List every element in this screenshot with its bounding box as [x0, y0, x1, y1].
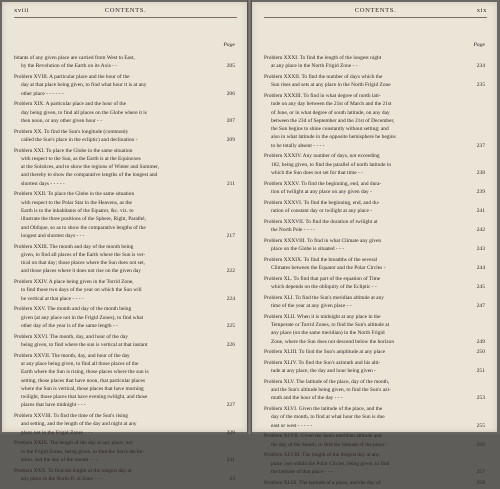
- contents-entry: [14, 128, 235, 145]
- entry-page-number: 238: [476, 170, 485, 177]
- entry-text-line: also in what latitude in the opposite hemisphere he begins: [271, 134, 396, 141]
- entry-text-line: muth and the hour of the day - - -: [271, 395, 343, 402]
- entry-text-line: shortest days - - - - -: [21, 180, 65, 187]
- entry-page-number: 257: [476, 469, 485, 475]
- entry-text-line: with respect to the Sun, as the Earth is at the Equinoxes: [21, 155, 141, 162]
- contents-entry: [14, 333, 235, 350]
- contents-entry: [264, 237, 485, 254]
- entry-text-line: Problem XXXIX. To find the breadths of the several: [264, 256, 378, 263]
- entry-page-number: 226: [226, 342, 235, 349]
- entry-page-number: 251: [476, 368, 485, 375]
- right-header-rule: [264, 17, 487, 18]
- left-page-column-label: Page: [223, 42, 235, 48]
- left-page-header: [14, 7, 237, 17]
- entry-page-number: 205: [226, 63, 235, 70]
- entry-text-line: Sun rises and sets at any place in the North Frigid Zone: [271, 82, 391, 89]
- entry-page-number: 247: [476, 302, 485, 309]
- entry-text-line: Temperate or Torrid Zones, to find the Sun's altitude at: [271, 321, 390, 328]
- contents-entry: [264, 405, 485, 430]
- left-contents-list: [14, 54, 235, 486]
- entry-text-line: by the Revolution of the Earth on its Axis - -: [21, 63, 118, 70]
- entry-text-line: Problem XXXVII. To find the duration of twilight at: [264, 218, 378, 225]
- entry-text-line: Problem XLIX. The latitude of a place, and the day of: [264, 479, 381, 486]
- entry-text-line: Problem XLVI. Given the latitude of the place, and the: [264, 406, 383, 413]
- entry-text-line: and Oblique, so as to show the comparative lengths of the: [21, 224, 146, 231]
- contents-entry: [14, 278, 235, 303]
- entry-page-number: 217: [226, 232, 235, 239]
- contents-entry: [264, 152, 485, 177]
- entry-text-line: Earth is to the inhabitants of the Equator, &c. viz. to: [21, 208, 134, 214]
- entry-text-line: Problem XIX. A particular place and the hour of the: [14, 101, 126, 108]
- entry-text-line: tude at any place, the day and hour being given -: [271, 368, 376, 375]
- entry-text-line: then noon, or any other given hour - -: [21, 117, 102, 124]
- entry-text-line: Problem XXV. The month and day of the month being: [14, 306, 132, 313]
- right-page-column-label: Page: [473, 42, 485, 48]
- entry-text-line: place on the Globe is situated - - -: [271, 245, 345, 252]
- entry-text-line: Climates between the Equator and the Polar Circles -: [271, 264, 386, 271]
- right-contents-list: [264, 54, 485, 489]
- contents-entry: [264, 479, 485, 487]
- entry-text-line: Problem XL. To find that part of the equation of Time: [264, 275, 381, 282]
- entry-text-line: Problem XXVII. The month, day, and hour of the day: [14, 352, 130, 359]
- contents-entry: [264, 199, 485, 216]
- entry-text-line: tical on that day; those places where the Sun does not set,: [21, 260, 145, 267]
- entry-text-line: at any place being given, to find all those places of the: [21, 361, 139, 367]
- entry-text-line: the latitude of that place - - -: [271, 469, 333, 475]
- entry-page-number: 245: [476, 283, 485, 290]
- entry-text-line: the Sun begins to shine constantly without setting; and: [271, 126, 389, 133]
- right-page-number: xix: [476, 7, 487, 14]
- entry-text-line: and thereby to show the comparative lengths of the longest and: [21, 172, 158, 179]
- entry-text-line: the day of the month, to find the latitude of the place -: [271, 441, 388, 448]
- entry-text-line: any place (on the same meridian) in the North Frigid: [271, 330, 385, 337]
- contents-entry: [264, 313, 485, 346]
- entry-page-number: 234: [476, 63, 485, 70]
- entry-text-line: which the Sun does not set for that time - -: [271, 170, 363, 177]
- entry-text-line: given (at any place not in the Frigid Zones), to find what: [21, 314, 144, 321]
- entry-text-line: ration of constant day or twilight at any place -: [271, 208, 373, 214]
- entry-text-line: any place in the North Fr id Zone - - -: [21, 476, 103, 483]
- entry-text-line: Problem XXVIII. To find the time of the Sun's rising: [14, 413, 128, 420]
- entry-page-number: 237: [476, 142, 485, 149]
- right-page: [252, 2, 497, 486]
- contents-entry: [264, 348, 485, 356]
- entry-text-line: and setting, and the length of the day and night at any: [21, 421, 137, 428]
- entry-text-line: to find those two days of the year on which the Sun will: [21, 287, 142, 294]
- entry-text-line: in the Frigid Zones, being given, to find the Sun's declin-: [21, 448, 145, 455]
- contents-entry: [264, 294, 485, 311]
- entry-text-line: Problem XXXVI. To find the beginning, end, and du-: [264, 199, 380, 206]
- right-page-header: [264, 7, 487, 17]
- contents-entry: [14, 100, 235, 125]
- entry-text-line: Problem XXII. To place the Globe in the same situation: [14, 191, 135, 198]
- entry-text-line: place, not within the Polar Circles, being given, to find: [271, 460, 390, 467]
- entry-text-line: which depends on the obliquity of the Ecliptic - -: [271, 283, 377, 290]
- entry-text-line: Problem XLII. When it is midnight at any place in the: [264, 313, 381, 320]
- entry-text-line: Problem XXXVIII. To find in what Climate any given: [264, 237, 382, 244]
- entry-text-line: Problem XXXIV. Any number of days, not exceeding: [264, 153, 380, 160]
- entry-page-number: 243: [476, 245, 485, 252]
- entry-text-line: Problem XXXIII. To find in what degree of north lati-: [264, 92, 381, 99]
- entry-page-number: 249: [476, 338, 485, 345]
- contents-entry: [14, 54, 235, 71]
- entry-text-line: Problem XLVII. Given the Sun's meridian altitude and: [264, 433, 382, 440]
- entry-text-line: Zone, where the Sun does not descend below the horizon: [271, 338, 395, 345]
- entry-text-line: Problem XXXI. To find the length of the longest night: [264, 55, 382, 61]
- contents-entry: [264, 54, 485, 71]
- entry-page-number: 229: [226, 429, 235, 436]
- entry-text-line: day being given, to find all places on the Globe where it is: [21, 109, 147, 116]
- entry-page-number: 244: [476, 264, 485, 271]
- entry-text-line: longest and shortest days - - -: [21, 232, 85, 239]
- entry-text-line: and those places where it does not rise on the given day: [21, 268, 141, 275]
- contents-entry: [264, 359, 485, 376]
- entry-text-line: at any place in the North Frigid Zone - -: [271, 63, 358, 70]
- entry-text-line: Problem XLIV. To find the Sun's azimuth and his alti-: [264, 359, 381, 366]
- entry-text-line: east or west - - - - -: [271, 422, 313, 429]
- entry-text-line: being given, to find where the sun is vertical at that instant: [21, 342, 148, 349]
- entry-text-line: and the Sun's altitude being given, to find the Sun's azi-: [271, 387, 391, 394]
- entry-text-line: Problem XXXII. To find the number of days which the: [264, 73, 383, 80]
- entry-text-line: given, to find all places of the Earth where the Sun is ver-: [21, 251, 146, 258]
- contents-entry: [264, 275, 485, 292]
- left-header-rule: [14, 17, 237, 18]
- entry-page-number: 242: [476, 226, 485, 233]
- entry-text-line: between the 23d of September and the 21st of December,: [271, 117, 395, 124]
- entry-page-number: 255: [476, 422, 485, 429]
- left-page-title: CONTENTS.: [104, 7, 147, 14]
- entry-text-line: bitants of any given place are carried from West to East,: [14, 55, 135, 61]
- entry-text-line: other place - - - - - -: [21, 90, 64, 97]
- entry-text-line: Problem XXIV. A place being given in the Torrid Zone,: [14, 279, 134, 286]
- entry-page-number: 209: [226, 136, 235, 143]
- entry-text-line: tude on any day between the 21st of March and the 21st: [271, 101, 392, 108]
- entry-page-number: 222: [226, 268, 235, 275]
- entry-text-line: Problem XLI. To find the Sun's meridian altitude at any: [264, 294, 384, 301]
- contents-entry: [14, 439, 235, 464]
- entry-text-line: Problem XXI. To place the Globe in the same situation: [14, 147, 133, 154]
- entry-page-number: 258: [476, 479, 485, 486]
- contents-entry: [264, 378, 485, 403]
- entry-text-line: places that have midnight - - -: [21, 402, 86, 409]
- entry-text-line: to be totally absent - - - -: [271, 142, 325, 149]
- entry-page-number: 250: [476, 349, 485, 356]
- entry-text-line: where the Sun is vertical, those places that have morning: [21, 385, 144, 392]
- entry-text-line: Problem XXX. To find the length of the longest day at: [14, 467, 132, 474]
- entry-text-line: Earth where the Sun is rising, those places where the sun is: [21, 369, 149, 376]
- entry-page-number: 253: [476, 395, 485, 402]
- contents-entry: [264, 432, 485, 449]
- entry-text-line: with respect to the Polar Star in the Heavens, as the: [21, 199, 132, 206]
- entry-page-number: 231: [226, 457, 235, 464]
- contents-entry: [14, 352, 235, 410]
- entry-page-number: 211: [226, 180, 235, 187]
- contents-entry: [14, 412, 235, 437]
- contents-entry: [264, 451, 485, 476]
- contents-entry: [264, 92, 485, 150]
- entry-text-line: Problem XLVIII. The length of the longest day at any: [264, 452, 380, 459]
- entry-text-line: other day of the year is of the same length - -: [21, 323, 118, 330]
- entry-page-number: 235: [476, 82, 485, 89]
- entry-text-line: at the Solstices, and to show the regions of Winter and Summer,: [21, 164, 159, 171]
- entry-text-line: be vertical at that place - - - -: [21, 295, 84, 302]
- contents-entry: [264, 180, 485, 197]
- entry-text-line: Problem XLV. The latitude of the place, day of the month,: [264, 378, 390, 385]
- entry-text-line: Problem XVIII. A particular place and the hour of the: [14, 73, 130, 80]
- left-page-number: xviii: [14, 7, 30, 14]
- contents-entry: [264, 256, 485, 273]
- entry-text-line: Problem XLIII. To find the Sun's amplitude at any place: [264, 349, 386, 356]
- entry-text-line: twilight, those places that have evening twilight, and those: [21, 394, 148, 401]
- entry-text-line: Problem XXVI. The month, day, and hour of the day: [14, 333, 128, 340]
- contents-entry: [14, 467, 235, 484]
- entry-text-line: called the Sun's place in the ecliptic) and declination -: [21, 136, 138, 143]
- entry-text-line: 182, being given, to find the parallel of north latitude in: [271, 161, 392, 168]
- left-page: [2, 2, 247, 483]
- entry-text-line: tion of twilight at any place on any given day -: [271, 189, 372, 196]
- entry-text-line: ation, and the day of the month - - -: [21, 457, 98, 464]
- entry-page-number: 256: [476, 441, 485, 448]
- entry-text-line: setting, those places that have noon, that particular places: [21, 377, 145, 384]
- entry-text-line: Problem XXIX. The length of the day at any place, not: [14, 440, 133, 447]
- entry-text-line: day at that place being given, to find what hour it is at any: [21, 82, 147, 89]
- entry-page-number: 241: [476, 208, 485, 214]
- entry-page-number: 225: [226, 323, 235, 330]
- contents-entry: [264, 73, 485, 90]
- entry-text-line: illustrate the three positions of the Sphere, Right, Parallel,: [21, 216, 147, 223]
- right-page-title: CONTENTS.: [354, 7, 397, 14]
- entry-text-line: time of the year at any given place - -: [271, 302, 352, 309]
- entry-text-line: Problem XXXV. To find the beginning, end, and dura-: [264, 180, 382, 187]
- entry-page-number: 224: [226, 295, 235, 302]
- contents-entry: [264, 218, 485, 235]
- entry-text-line: place not in the Frigid Zones - - -: [21, 429, 93, 436]
- entry-page-number: 239: [476, 189, 485, 196]
- contents-entry: [14, 305, 235, 330]
- entry-text-line: day of the month, to find at what hour the Sun is due: [271, 414, 385, 421]
- entry-page-number: 206: [226, 90, 235, 97]
- entry-page-number: 207: [226, 117, 235, 124]
- contents-entry: [14, 147, 235, 188]
- entry-text-line: of June, or in what degree of south latitude, on any day: [271, 109, 390, 116]
- contents-entry: [14, 73, 235, 98]
- contents-entry: [14, 190, 235, 240]
- contents-entry: [14, 243, 235, 276]
- entry-text-line: the North Pole - - - -: [271, 226, 316, 233]
- entry-text-line: Problem XXIII. The month and day of the month being: [14, 243, 134, 250]
- entry-page-number: 23: [229, 476, 235, 483]
- entry-text-line: Problem XX. To find the Sun's longitude (commonly: [14, 128, 129, 135]
- entry-page-number: 227: [226, 402, 235, 409]
